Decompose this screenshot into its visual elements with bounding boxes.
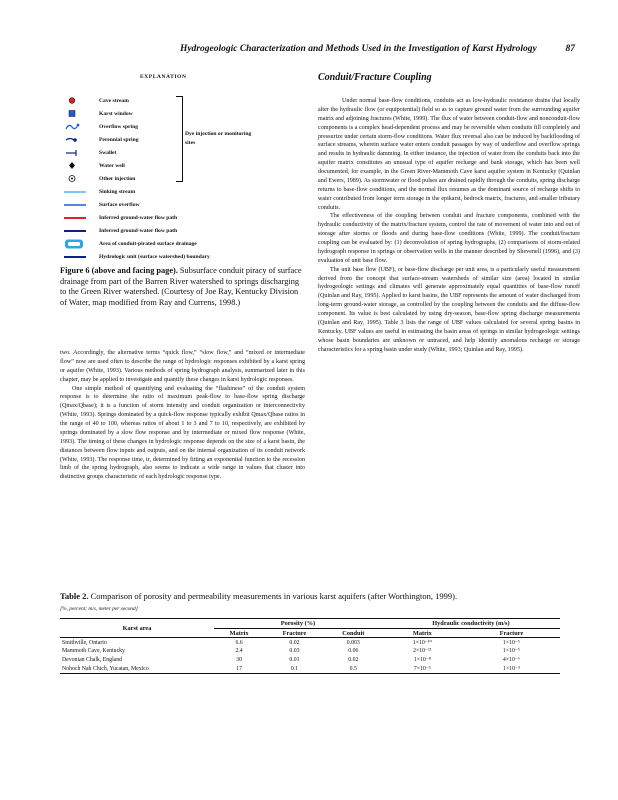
legend-bracket [176, 96, 183, 182]
water-well-diamond-icon [62, 161, 88, 171]
other-injection-circle-icon [62, 174, 88, 184]
hydrologic-unit-boundary-icon [62, 252, 88, 262]
paragraph: The effectiveness of the coupling between conduit and fracture components, combined with the hydraulic conductivity of the matrix/fracture system, control the rate of movement of water into and out of storage after storms or floods and during base-flow conditions (White, 1999). The conduit/fracture coupling can be evaluated by: (1) deconvolution of spring hydrographs, (2) comparisons of storm-related hydrograph response in springs or observation wells in the manner described by Shevenell (1996), and (3) evaluation of unit base flow. [318, 213, 580, 264]
running-header [150, 44, 575, 54]
header-conduit: Conduit [342, 629, 365, 637]
header-k-matrix: Matrix [412, 629, 432, 637]
legend-item: Area of conduit-pirated surface drainage [62, 239, 302, 251]
header-k-fracture: Fracture [499, 629, 524, 637]
table-label: Table 2. [60, 591, 89, 601]
legend-item: Hydrologic unit (surface watershed) boundary [62, 252, 302, 264]
legend-item: Perennial spring [62, 135, 302, 147]
data-table [60, 618, 560, 674]
inferred-flow-path-red-icon [62, 213, 88, 223]
legend-title: EXPLANATION [140, 74, 187, 80]
legend-item: Other injection [62, 174, 302, 186]
section-heading: Conduit/Fracture Coupling [318, 72, 432, 83]
paragraph: One simple method of quantifying and evaluating the “flashiness” of the conduit system response is to determine the ratio of maximum peak-flow to base-flow spring discharge (Qmax/Qbase); it is a function of storm intensity and conduit organization or interconnectivity (White, 1993). Springs dominated by a quick-flow response typically exhibit Qmax/Qbase ratios in the range of 40 to 100, whereas ratios of about 1 to 3 and 7 to 10, respectively, are exhibited by springs dominated by a slow flow response and by intermediate or mixed flow response (White, 1993). The timing of these changes in hydrologic response depends on the size of a karst basin, the distances between flow inputs and outputs, and on the internal organization of its conduit network (White, 1993). The response time, tr, determined by fitting an exponential function to the recession limb of the spring hydrograph, also seems to indicate a wide range in values that cluster into distinctive groups characteristic of each hydrologic response type. [60, 385, 305, 481]
left-column [60, 349, 305, 482]
page-number: 87 [565, 44, 575, 54]
legend-item: Water well [62, 161, 302, 173]
paragraph: two. Accordingly, the alternative terms “quick flow,” “slow flow,” and “mixed or intermediate flow” now are used often to describe the range of hydrologic responses exhibited by a karst spring or aquifer (White, 1993). Various methods of spring hydrograph analysis, summarized later in this chapter, may be applied to investigate and quantify these changes in karst hydrologic responses. [60, 350, 305, 383]
table-note: [%, percent; m/s, meter per second] [60, 606, 138, 612]
paragraph: The unit base flow (UBF), or base-flow discharge per unit area, is a particularly useful measurement derived from the concept that surface-stream watersheds of similar size (area) located in similar hydrogeologic settings and climates will generate approximately equal quantities of base-flow runoff (Quinlan and Ray, 1995). Applied to karst basins, the UBF represents the amount of water discharged from long-term ground-water storage, as controlled by the coupling between the conduits and the diffuse-flow component. Its value is best calculated by using dry-season, base-flow spring discharge measurements (Quinlan and Ray, 1995). Table 3 lists the range of UBF values calculated for several spring basins in Kentucky. UBF values are useful in estimating the basin areas of springs in similar hydrogeologic settings whose basin boundaries are unknown or untraced, and help identify anomalous recharge or storage characteristics for a spring basin under study (White, 1993; Quinlan and Ray, 1995). [318, 266, 580, 353]
table-row: Smithville, Ontario 6.6 0.02 0.003 1×10⁻¹⁰ 1×10⁻⁵ [60, 638, 560, 647]
table-title-text: Comparison of porosity and permeability measurements in various karst aquifers (after Worthington, 1999). [88, 591, 458, 601]
table-row: Nohoch Nah Chich, Yucatan, Mexico 17 0.1 0.5 7×10⁻⁵ 1×10⁻³ [60, 664, 560, 673]
header-fracture: Fracture [282, 629, 307, 637]
legend-item: Overflow spring [62, 122, 302, 134]
swallet-icon [62, 148, 88, 158]
legend-item: Sinking stream [62, 187, 302, 199]
figure-caption-text: Subsurface conduit piracy of surface drainage from part of the Barren River watershed to springs discharging to the Green River watershed. (Courtesy of Joe Ray, Kentucky Division of Water, map modified from Ray and Currens, 1998.) [60, 266, 302, 307]
figure-caption-label: Figure 6 (above and facing page). [60, 266, 178, 275]
header-matrix: Matrix [229, 629, 249, 637]
bracket-label: Dye injection or monitoring sites [185, 131, 252, 146]
legend-item: Swallet [62, 148, 302, 160]
header-karst-area: Karst area [60, 619, 214, 638]
sinking-stream-line-icon [62, 187, 88, 197]
perennial-spring-icon [62, 135, 88, 145]
table-row: Mammoth Cave, Kentucky 2.4 0.03 0.06 2×10⁻¹¹ 1×10⁻⁵ [62, 648, 520, 655]
header-conductivity: Hydraulic conductivity (m/s) [382, 619, 560, 629]
legend-item: Surface overflow [62, 200, 302, 212]
legend-item: Karst window [62, 109, 302, 121]
figure-caption [60, 266, 305, 308]
table-row: Devonian Chalk, England 30 0.01 0.02 1×10⁻⁸ 4×10⁻⁶ [62, 657, 520, 664]
table-title [60, 591, 457, 601]
header-porosity: Porosity (%) [214, 619, 382, 629]
legend-item: Cave stream [62, 96, 302, 108]
legend-item: Inferred ground-water flow path [62, 226, 302, 238]
surface-overflow-line-icon [62, 200, 88, 210]
paragraph: Under normal base-flow conditions, conduits act as low-hydraulic resistance drains that locally alter the hydraulic flow (or equipotential) field so as to capture ground water from the surrounding aquifer matrix and adjoining fractures (White, 1999). The flux of water between conduit-flow and nonconduit-flow components is a complex head-dependent process and may be reversible when conduits fill completely and pressurize under certain storm-flow conditions. Water flux reversal also can be induced by backflooding of surface streams, wherein surface water enters conduit passages by way of underflow and overflow springs and results in hydraulic damming. In either instance, the injection of water from the conduits back into the aquifer matrix constitutes an unusual type of aquifer recharge and bank storage, which has been well documented, for example, in the Green River-Mammoth Cave karst aquifer system in Kentucky (Quinlan and Ewers, 1989). As stormwater or flood pulses are drained rapidly through the conduits, spring discharge returns to base-flow conditions, and the normal flux resumes as the dominant source of recharge shifts to water contributed from longer term storage in the epikarst, bedrock matrix, fractures, and smaller tributary conduits. [318, 98, 581, 211]
right-column [318, 97, 580, 354]
conduit-pirated-area-icon [62, 239, 88, 249]
karst-window-square-icon [62, 109, 88, 119]
cave-stream-dot-icon [62, 96, 88, 106]
legend-item: Inferred ground-water flow path [62, 213, 302, 225]
inferred-flow-path-blue-icon [62, 226, 88, 236]
running-header-title: Hydrogeologic Characterization and Methods Used in the Investigation of Karst Hydrology [179, 44, 537, 54]
overflow-spring-icon [62, 122, 88, 132]
